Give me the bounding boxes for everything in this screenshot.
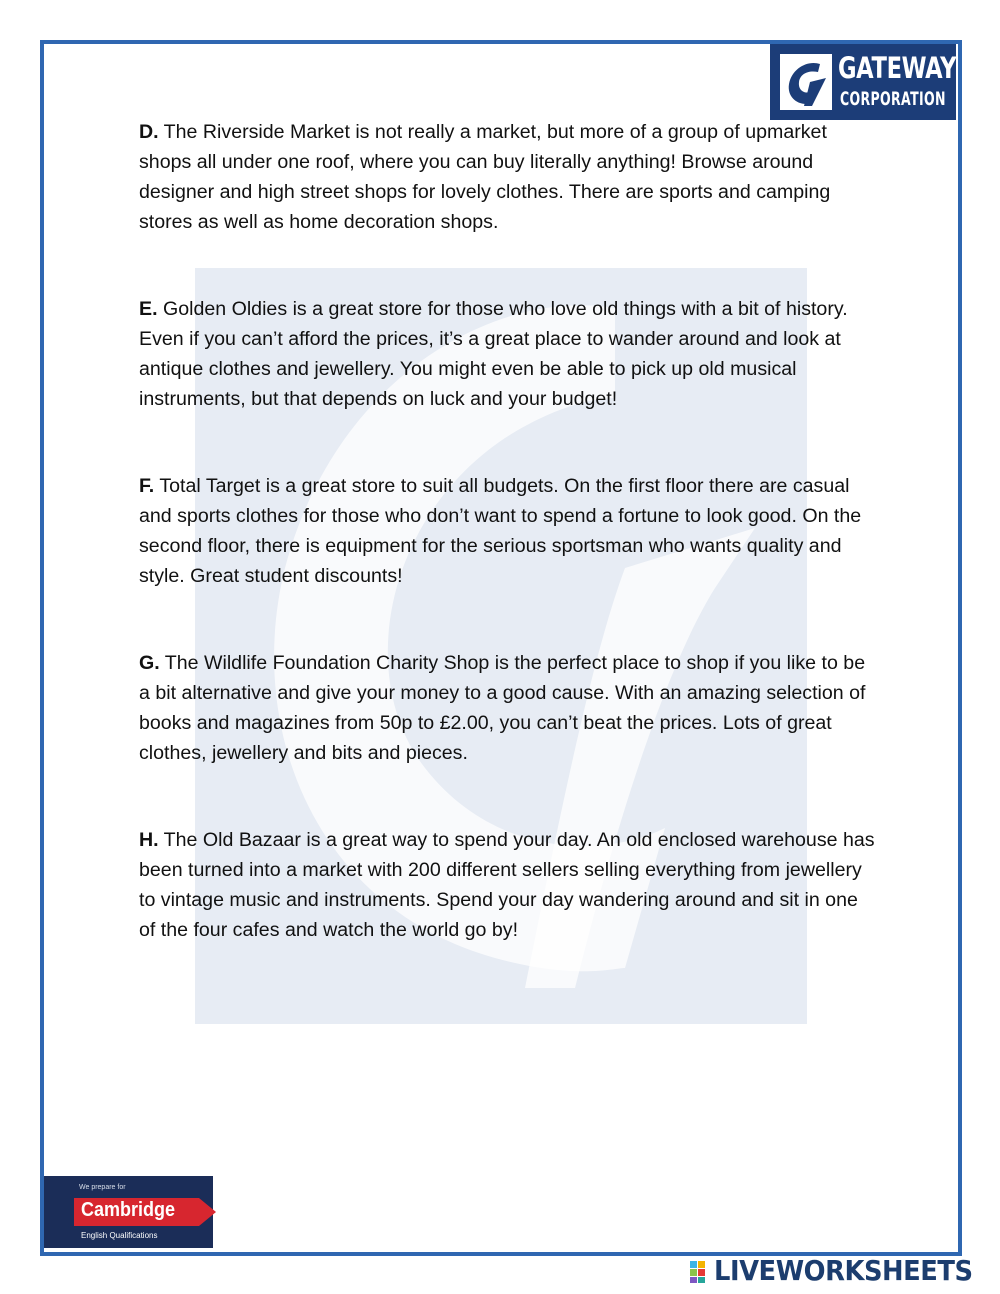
logo-subtitle: CORPORATION [840, 88, 946, 110]
cambridge-brand: Cambridge [81, 1199, 176, 1221]
paragraph-f [139, 471, 879, 591]
liveworksheets-text: LIVEWORKSHEETS [714, 1254, 973, 1287]
cambridge-logo [44, 1176, 213, 1248]
paragraph-text: The Old Bazaar is a great way to spend your day. An old enclosed warehouse has been turned into a market with 200 different sellers selling everything from jewellery to vintage music and instruments. Spend your day wandering around and sit in one of the four cafes and watch the world go by! [139, 829, 875, 941]
paragraph-text: The Riverside Market is not really a market, but more of a group of upmarket shops all under one roof, where you can buy literally anything! Browse around designer and high street shops for lovely clothes. There are sports and camping stores as well as home decoration shops. [139, 121, 831, 233]
paragraph-h [139, 825, 879, 945]
paragraph-e [139, 294, 879, 414]
paragraph-letter: E. [139, 298, 158, 320]
paragraph-text: The Wildlife Foundation Charity Shop is the perfect place to shop if you like to be a bit alternative and give your money to a good cause. With an amazing selection of books and magazines from 50p to £2.00, you can’t beat the prices. Lots of great clothes, jewellery and bits and pieces. [139, 652, 866, 764]
paragraph-g [139, 648, 879, 768]
document-body [139, 117, 879, 1002]
liveworksheets-blocks-icon [690, 1261, 714, 1283]
logo-title: GATEWAY [838, 51, 957, 85]
gateway-logo [770, 44, 956, 120]
paragraph-letter: H. [139, 829, 159, 851]
liveworksheets-logo[interactable] [690, 1256, 995, 1286]
cambridge-prefix: We prepare for [79, 1184, 126, 1191]
paragraph-text: Total Target is a great store to suit all budgets. On the first floor there are casual and sports clothes for those who don’t want to spend a fortune to look good. On the second floor, there is equipment for the serious sportsman who wants quality and style. Great student discounts! [139, 475, 862, 587]
paragraph-text: Golden Oldies is a great store for those who love old things with a bit of history. Even if you can’t afford the prices, it’s a great place to wander around and look at antique clothes and jewellery. You might even be able to pick up old musical instruments, but that depends on luck and your budget! [139, 298, 848, 410]
gateway-g-icon [780, 54, 832, 110]
paragraph-letter: D. [139, 121, 159, 143]
cambridge-suffix: English Qualifications [81, 1231, 158, 1240]
paragraph-d [139, 117, 869, 237]
paragraph-letter: F. [139, 475, 155, 497]
paragraph-letter: G. [139, 652, 160, 674]
